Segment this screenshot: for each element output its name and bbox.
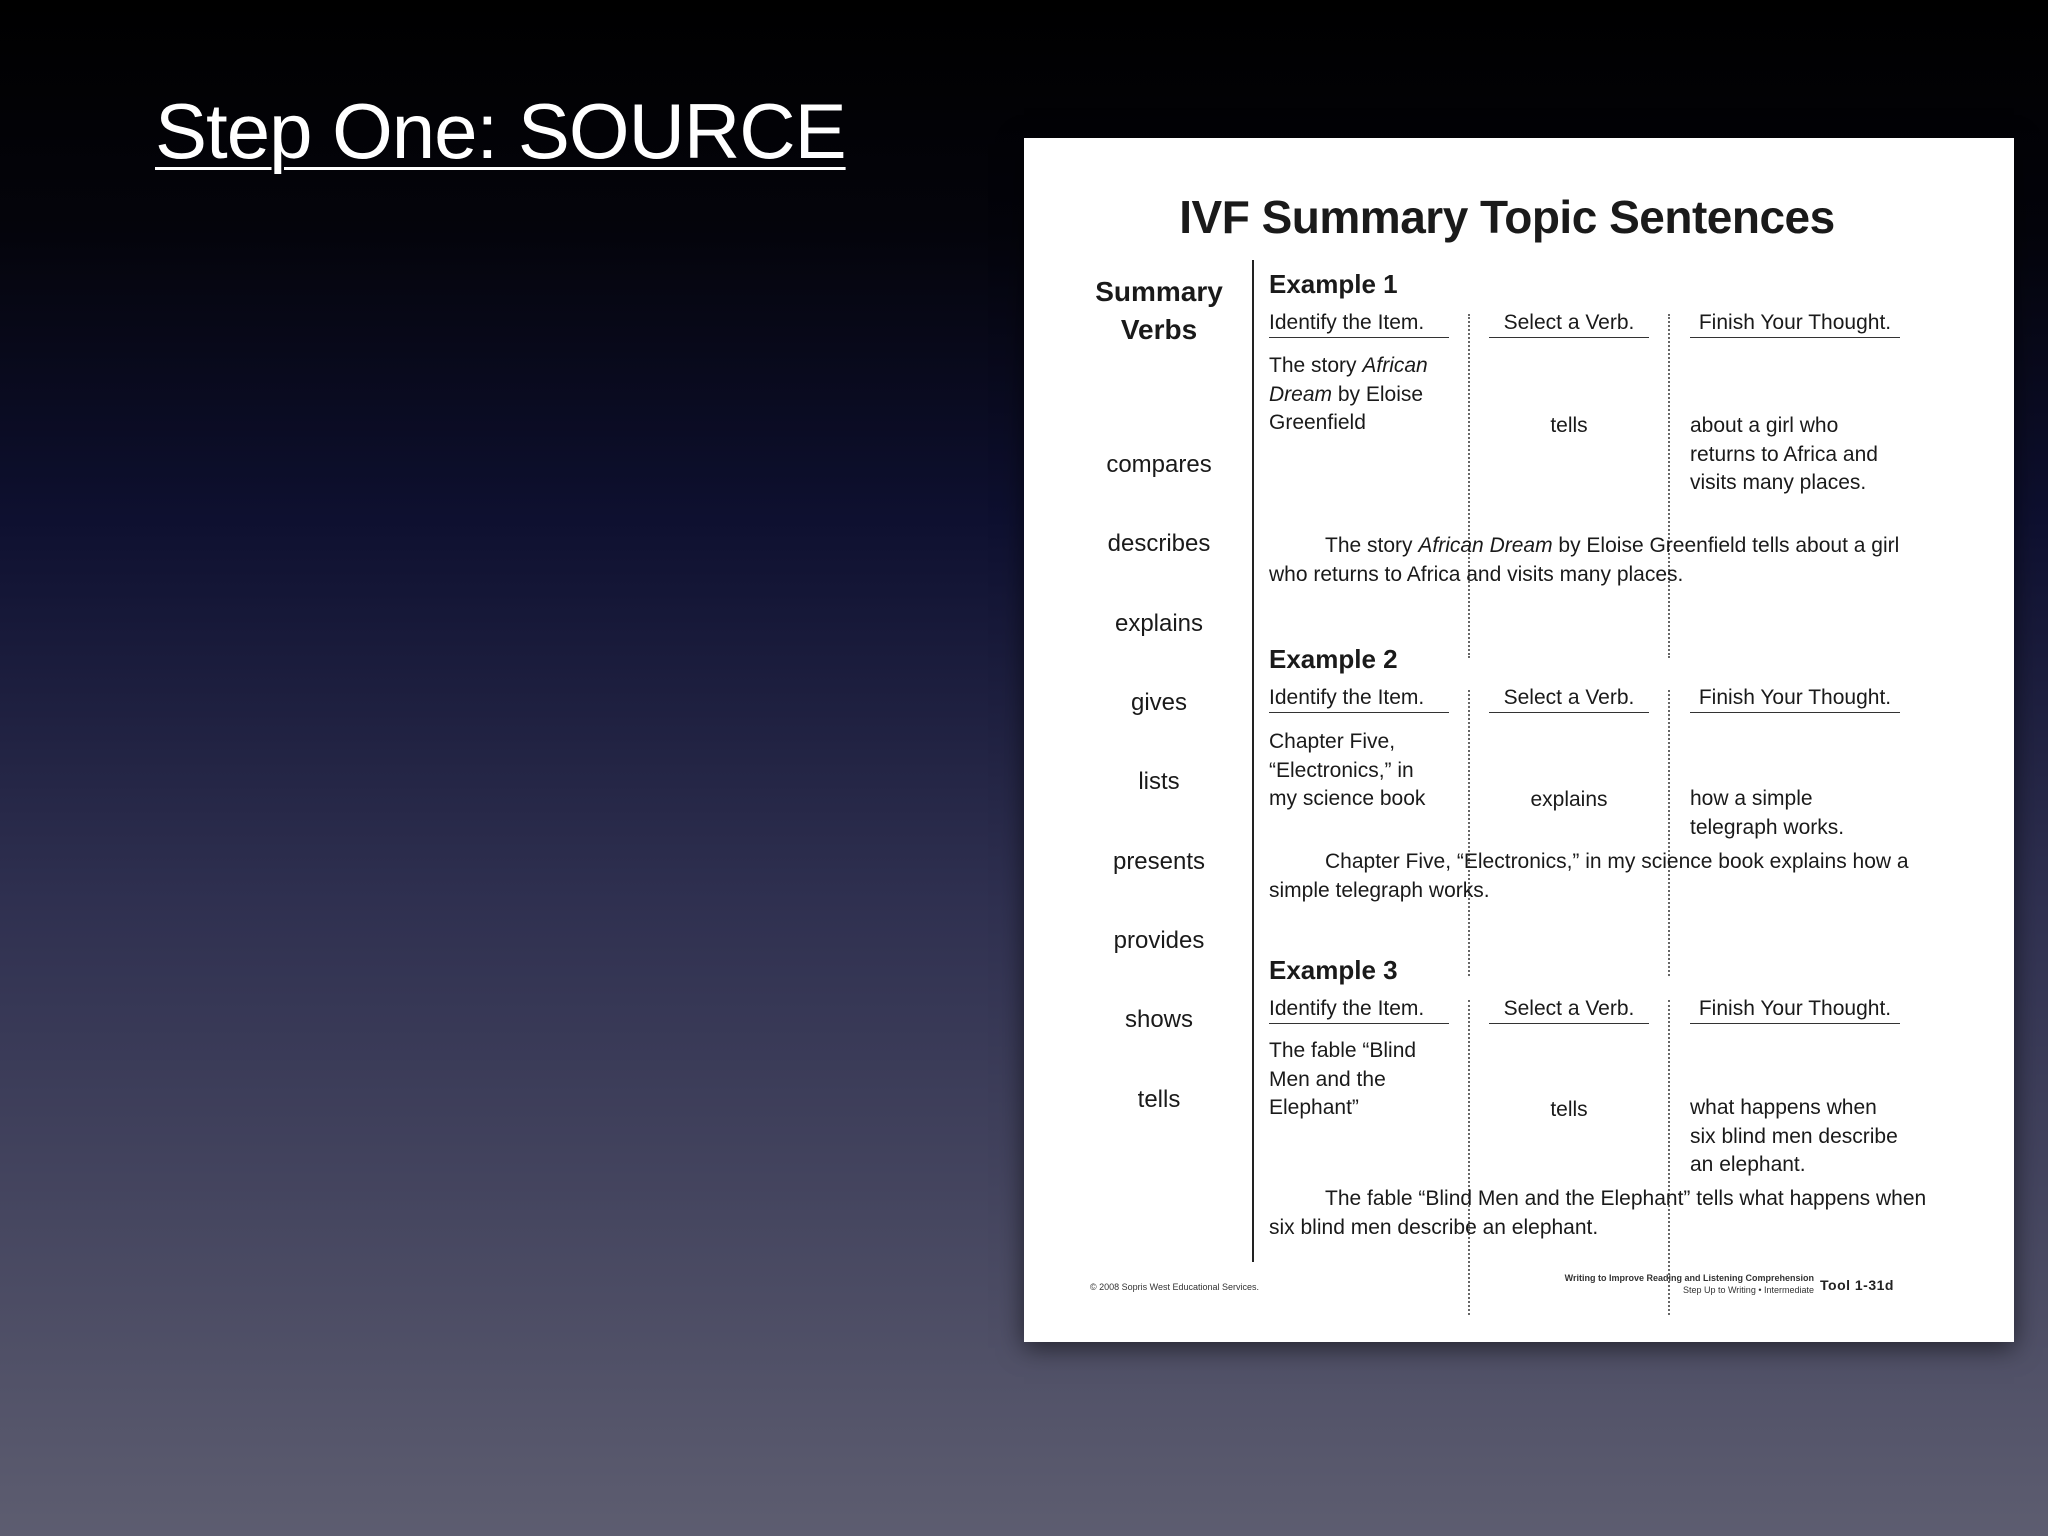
example-2-thought: how a simple telegraph works. — [1690, 787, 1845, 839]
example-1-sentence — [1269, 532, 1929, 589]
example-2-finish-header: Finish Your Thought. — [1690, 685, 1900, 713]
example-1-verb: tells — [1550, 414, 1588, 437]
document-title: IVF Summary Topic Sentences — [1179, 191, 1835, 243]
copyright-notice: © 2008 Sopris West Educational Services. — [1090, 1282, 1260, 1292]
verb-item: compares — [1106, 451, 1212, 478]
dotted-separator — [1668, 690, 1670, 976]
summary-verbs-header-line1: Summary — [1095, 276, 1223, 307]
example-1-item — [1269, 352, 1439, 438]
example-1-verb-header: Select a Verb. — [1489, 310, 1649, 338]
example-2-title: Example 2 — [1269, 644, 1398, 674]
slide-title: Step One: SOURCE — [155, 87, 846, 175]
verb-item: presents — [1112, 848, 1206, 875]
example-3-verb: tells — [1550, 1098, 1588, 1121]
series-info — [1565, 1272, 1814, 1296]
example-1-sentence-text-end: by Eloise Greenfield tells about a girl who returns to Africa and visits many places. — [1269, 534, 1900, 586]
example-2-item: Chapter Five, “Electronics,” in my science book — [1269, 730, 1426, 810]
summary-verbs-header-line2: Verbs — [1120, 314, 1198, 345]
example-2-identify-header: Identify the Item. — [1269, 685, 1449, 713]
example-3-item: The fable “Blind Men and the Elephant” — [1269, 1039, 1417, 1119]
example-3-sentence: The fable “Blind Men and the Elephant” tells what happens when six blind men describe an elephant. — [1269, 1187, 1927, 1239]
verb-item: describes — [1107, 530, 1211, 557]
example-1-item-text: The story — [1269, 354, 1363, 377]
dotted-separator — [1468, 314, 1470, 658]
tool-number: Tool 1-31d — [1820, 1277, 1894, 1293]
example-1-item-italic: African Dream — [1269, 354, 1428, 406]
example-1-sentence-italic: African Dream — [1418, 534, 1553, 557]
example-3-title: Example 3 — [1269, 955, 1398, 985]
example-2-sentence: Chapter Five, “Electronics,” in my science book explains how a simple telegraph works. — [1269, 850, 1909, 902]
example-1-sentence-text: The story — [1325, 534, 1419, 557]
dotted-separator — [1668, 1000, 1670, 1315]
series-title: Writing to Improve Reading and Listening Comprehension — [1564, 1273, 1814, 1283]
example-3-identify-header: Identify the Item. — [1269, 996, 1449, 1024]
example-3-thought: what happens when six blind men describe an elephant. — [1690, 1096, 1898, 1176]
example-3-verb-header: Select a Verb. — [1489, 996, 1649, 1024]
column-divider — [1252, 260, 1254, 1262]
series-subtitle: Step Up to Writing • Intermediate — [1682, 1285, 1814, 1295]
example-2-verb: explains — [1530, 788, 1608, 811]
verb-item: shows — [1124, 1006, 1194, 1033]
example-1-identify-header: Identify the Item. — [1269, 310, 1449, 338]
dotted-separator — [1468, 690, 1470, 976]
verb-item: explains — [1114, 610, 1204, 637]
summary-verbs-header — [1084, 273, 1234, 349]
dotted-separator — [1468, 1000, 1470, 1315]
dotted-separator — [1668, 314, 1670, 658]
verb-item: tells — [1137, 1086, 1181, 1113]
verb-item: gives — [1130, 689, 1188, 716]
verb-item: lists — [1138, 768, 1180, 795]
example-1-finish-header: Finish Your Thought. — [1690, 310, 1900, 338]
example-3-finish-header: Finish Your Thought. — [1690, 996, 1900, 1024]
worksheet-document — [1024, 138, 2014, 1342]
example-1-thought: about a girl who returns to Africa and visits many places. — [1690, 414, 1878, 494]
example-2-verb-header: Select a Verb. — [1489, 685, 1649, 713]
verb-item: provides — [1113, 927, 1205, 954]
example-1-title: Example 1 — [1269, 269, 1398, 299]
example-1-item-text-end: by Eloise Greenfield — [1269, 382, 1424, 434]
